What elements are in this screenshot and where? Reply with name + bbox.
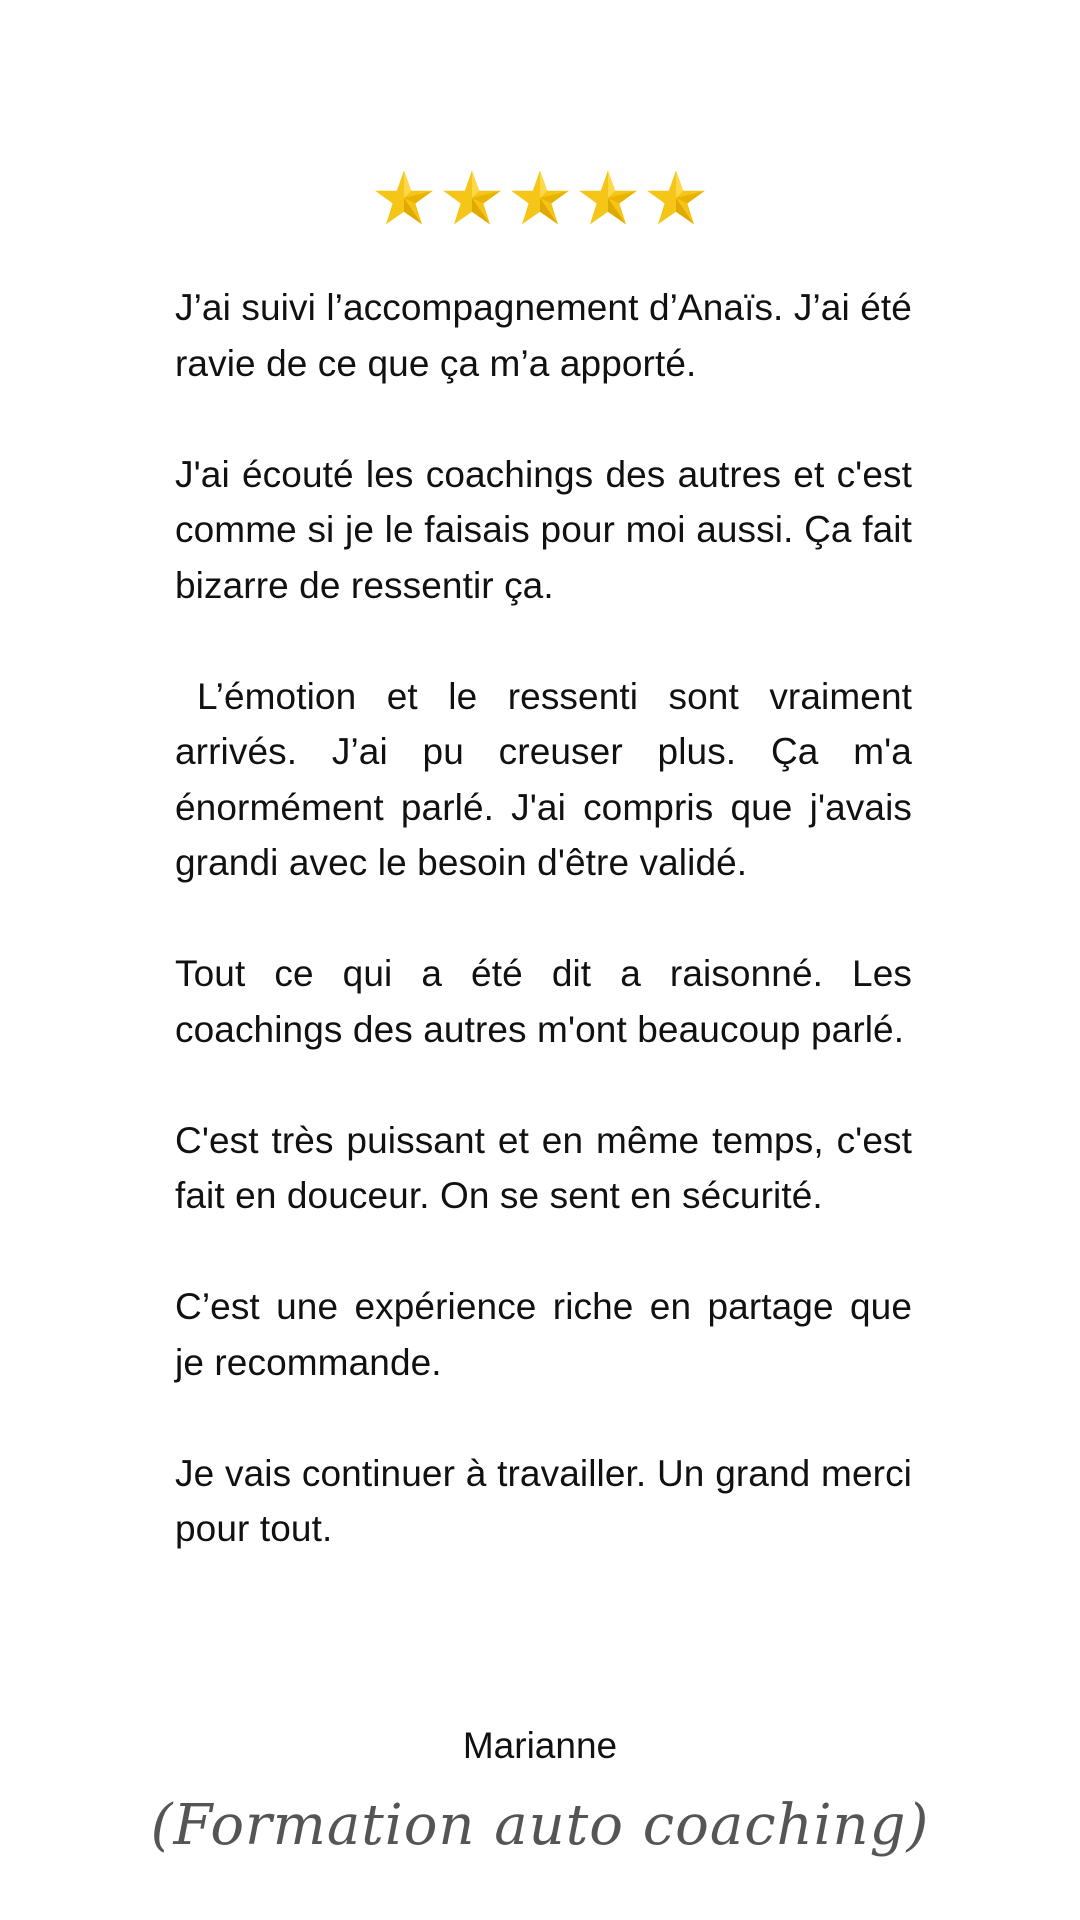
review-paragraph: C'est très puissant et en même temps, c'est fait en douceur. On se sent en sécurité. (175, 1119, 912, 1216)
star-icon (578, 168, 638, 228)
star-icon (510, 168, 570, 228)
star-icon (646, 168, 706, 228)
review-paragraph: Je vais continuer à travailler. Un grand merci pour tout. (175, 1452, 912, 1549)
star-icon (442, 168, 502, 228)
review-paragraph: C’est une expérience riche en partage que je recommande. (175, 1286, 912, 1383)
review-paragraph: J'ai écouté les coachings des autres et c'est comme si je le faisais pour moi aussi. Ça fait bizarre de ressentir ça. (175, 453, 912, 606)
program-name: (Formation auto coaching) (150, 1793, 930, 1858)
review-text (175, 280, 912, 1557)
review-paragraph: L’émotion et le ressenti sont vraiment arrivés. J’ai pu creuser plus. Ça m'a énormément parlé. J'ai compris que j'avais grandi avec le besoin d'être validé. (175, 675, 912, 883)
star-rating (0, 168, 1080, 228)
review-paragraph: J’ai suivi l’accompagnement d’Anaïs. J’ai été ravie de ce que ça m’a apporté. (175, 287, 912, 384)
author-name: Marianne (462, 1725, 618, 1766)
review-paragraph: Tout ce qui a été dit a raisonné. Les coachings des autres m'ont beaucoup parlé. (175, 953, 912, 1050)
star-icon (374, 168, 434, 228)
